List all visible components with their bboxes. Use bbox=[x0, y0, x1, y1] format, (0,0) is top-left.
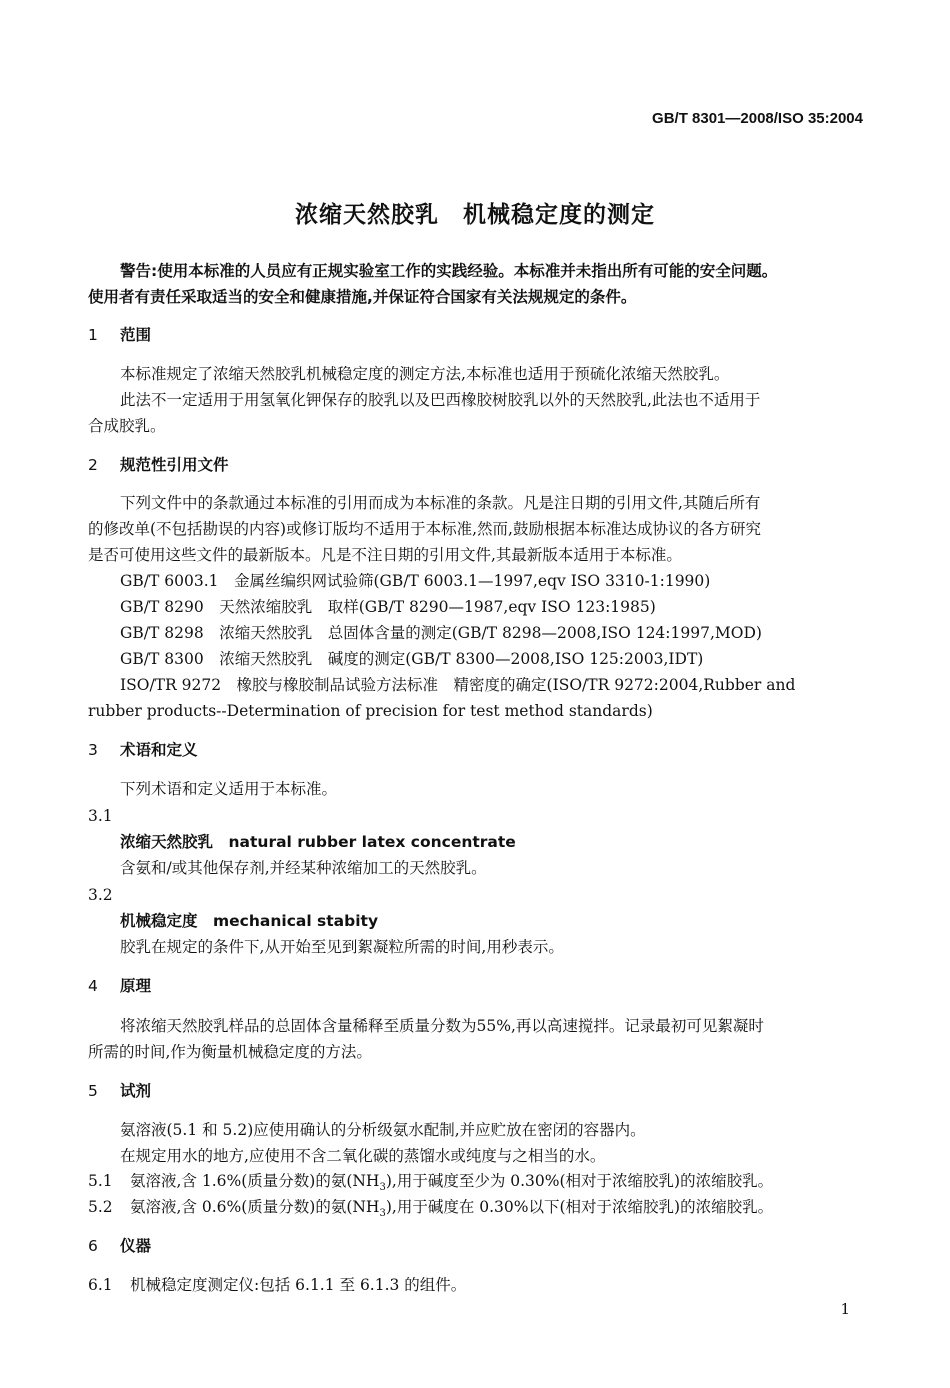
paragraph-continued: 是否可使用这些文件的最新版本。凡是不注日期的引用文件,其最新版本适用于本标准。 bbox=[88, 546, 682, 564]
item-text: 机械稳定度测定仪:包括 6.1.1 至 6.1.3 的组件。 bbox=[130, 1276, 467, 1294]
reference-item-continued: rubber products--Determination of precision for test method standards) bbox=[88, 702, 653, 720]
section-number: 2 bbox=[88, 456, 98, 474]
reference-item: GB/T 8300 浓缩天然胶乳 碱度的测定(GB/T 8300—2008,ISO 125:2003,IDT) bbox=[120, 650, 704, 668]
section-title: 范围 bbox=[120, 326, 152, 344]
reference-item: GB/T 6003.1 金属丝编织网试验筛(GB/T 6003.1—1997,eqv ISO 3310-1:1990) bbox=[120, 572, 711, 590]
reference-item: GB/T 8290 天然浓缩胶乳 取样(GB/T 8290—1987,eqv ISO 123:1985) bbox=[120, 598, 656, 616]
warning-line-1: 警告:使用本标准的人员应有正规实验室工作的实践经验。本标准并未指出所有可能的安全问题。 bbox=[120, 262, 778, 280]
section-title: 仪器 bbox=[120, 1237, 152, 1255]
paragraph-continued: 所需的时间,作为衡量机械稳定度的方法。 bbox=[88, 1043, 372, 1061]
page-number: 1 bbox=[840, 1300, 850, 1318]
reference-item: GB/T 8298 浓缩天然胶乳 总固体含量的测定(GB/T 8298—2008,ISO 124:1997,MOD) bbox=[120, 624, 762, 642]
paragraph-continued: 的修改单(不包括勘误的内容)或修订版均不适用于本标准,然而,鼓励根据本标准达成协议的各方研究 bbox=[88, 520, 761, 538]
item-number: 5.1 bbox=[88, 1172, 113, 1190]
section-number: 3 bbox=[88, 741, 98, 759]
section-1-heading bbox=[88, 325, 151, 345]
paragraph: 本标准规定了浓缩天然胶乳机械稳定度的测定方法,本标准也适用于预硫化浓缩天然胶乳。 bbox=[120, 365, 730, 383]
item-text: ),用于碱度至少为 0.30%(相对于浓缩胶乳)的浓缩胶乳。 bbox=[385, 1172, 774, 1190]
standard-number-header: GB/T 8301—2008/ISO 35:2004 bbox=[652, 110, 863, 127]
item-text: ),用于碱度在 0.30%以下(相对于浓缩胶乳)的浓缩胶乳。 bbox=[385, 1198, 774, 1216]
section-title: 原理 bbox=[120, 977, 152, 995]
paragraph: 在规定用水的地方,应使用不含二氧化碳的蒸馏水或纯度与之相当的水。 bbox=[120, 1147, 606, 1165]
section-number: 6 bbox=[88, 1237, 98, 1255]
section-title: 术语和定义 bbox=[120, 741, 198, 759]
subscript: 3 bbox=[379, 1182, 386, 1194]
paragraph: 下列文件中的条款通过本标准的引用而成为本标准的条款。凡是注日期的引用文件,其随后所有 bbox=[120, 494, 761, 512]
section-number: 4 bbox=[88, 977, 98, 995]
paragraph-continued: 合成胶乳。 bbox=[88, 417, 166, 435]
term-name: 机械稳定度 mechanical stabity bbox=[120, 912, 379, 930]
item-number: 6.1 bbox=[88, 1276, 113, 1294]
term-number: 3.2 bbox=[88, 886, 113, 904]
section-6-heading bbox=[88, 1236, 151, 1256]
reagent-item bbox=[88, 1171, 773, 1198]
paragraph: 将浓缩天然胶乳样品的总固体含量稀释至质量分数为55%,再以高速搅拌。记录最初可见絮凝时 bbox=[120, 1017, 764, 1035]
section-5-heading bbox=[88, 1081, 151, 1101]
paragraph: 氨溶液(5.1 和 5.2)应使用确认的分析级氨水配制,并应贮放在密闭的容器内。 bbox=[120, 1121, 646, 1139]
term-number: 3.1 bbox=[88, 807, 113, 825]
reagent-item bbox=[88, 1197, 773, 1224]
item-text: 氨溶液,含 1.6%(质量分数)的氨(NH bbox=[130, 1172, 380, 1190]
section-4-heading bbox=[88, 976, 151, 996]
warning-line-2: 使用者有责任采取适当的安全和健康措施,并保证符合国家有关法规规定的条件。 bbox=[88, 288, 637, 306]
section-2-heading bbox=[88, 455, 229, 475]
apparatus-item bbox=[88, 1275, 466, 1295]
section-title: 规范性引用文件 bbox=[120, 456, 229, 474]
section-title: 试剂 bbox=[120, 1082, 152, 1100]
reference-item: ISO/TR 9272 橡胶与橡胶制品试验方法标准 精密度的确定(ISO/TR 9272:2004,Rubber and bbox=[120, 676, 796, 694]
section-number: 1 bbox=[88, 326, 98, 344]
term-definition: 胶乳在规定的条件下,从开始至见到絮凝粒所需的时间,用秒表示。 bbox=[120, 938, 564, 956]
term-name: 浓缩天然胶乳 natural rubber latex concentrate bbox=[120, 833, 516, 851]
term-definition: 含氨和/或其他保存剂,并经某种浓缩加工的天然胶乳。 bbox=[120, 859, 487, 877]
item-number: 5.2 bbox=[88, 1198, 113, 1216]
section-3-heading bbox=[88, 740, 198, 760]
page-title: 浓缩天然胶乳 机械稳定度的测定 bbox=[295, 202, 655, 228]
subscript: 3 bbox=[379, 1208, 386, 1220]
item-text: 氨溶液,含 0.6%(质量分数)的氨(NH bbox=[130, 1198, 380, 1216]
section-number: 5 bbox=[88, 1082, 98, 1100]
paragraph: 下列术语和定义适用于本标准。 bbox=[120, 780, 338, 798]
paragraph: 此法不一定适用于用氢氧化钾保存的胶乳以及巴西橡胶树胶乳以外的天然胶乳,此法也不适用于 bbox=[120, 391, 761, 409]
